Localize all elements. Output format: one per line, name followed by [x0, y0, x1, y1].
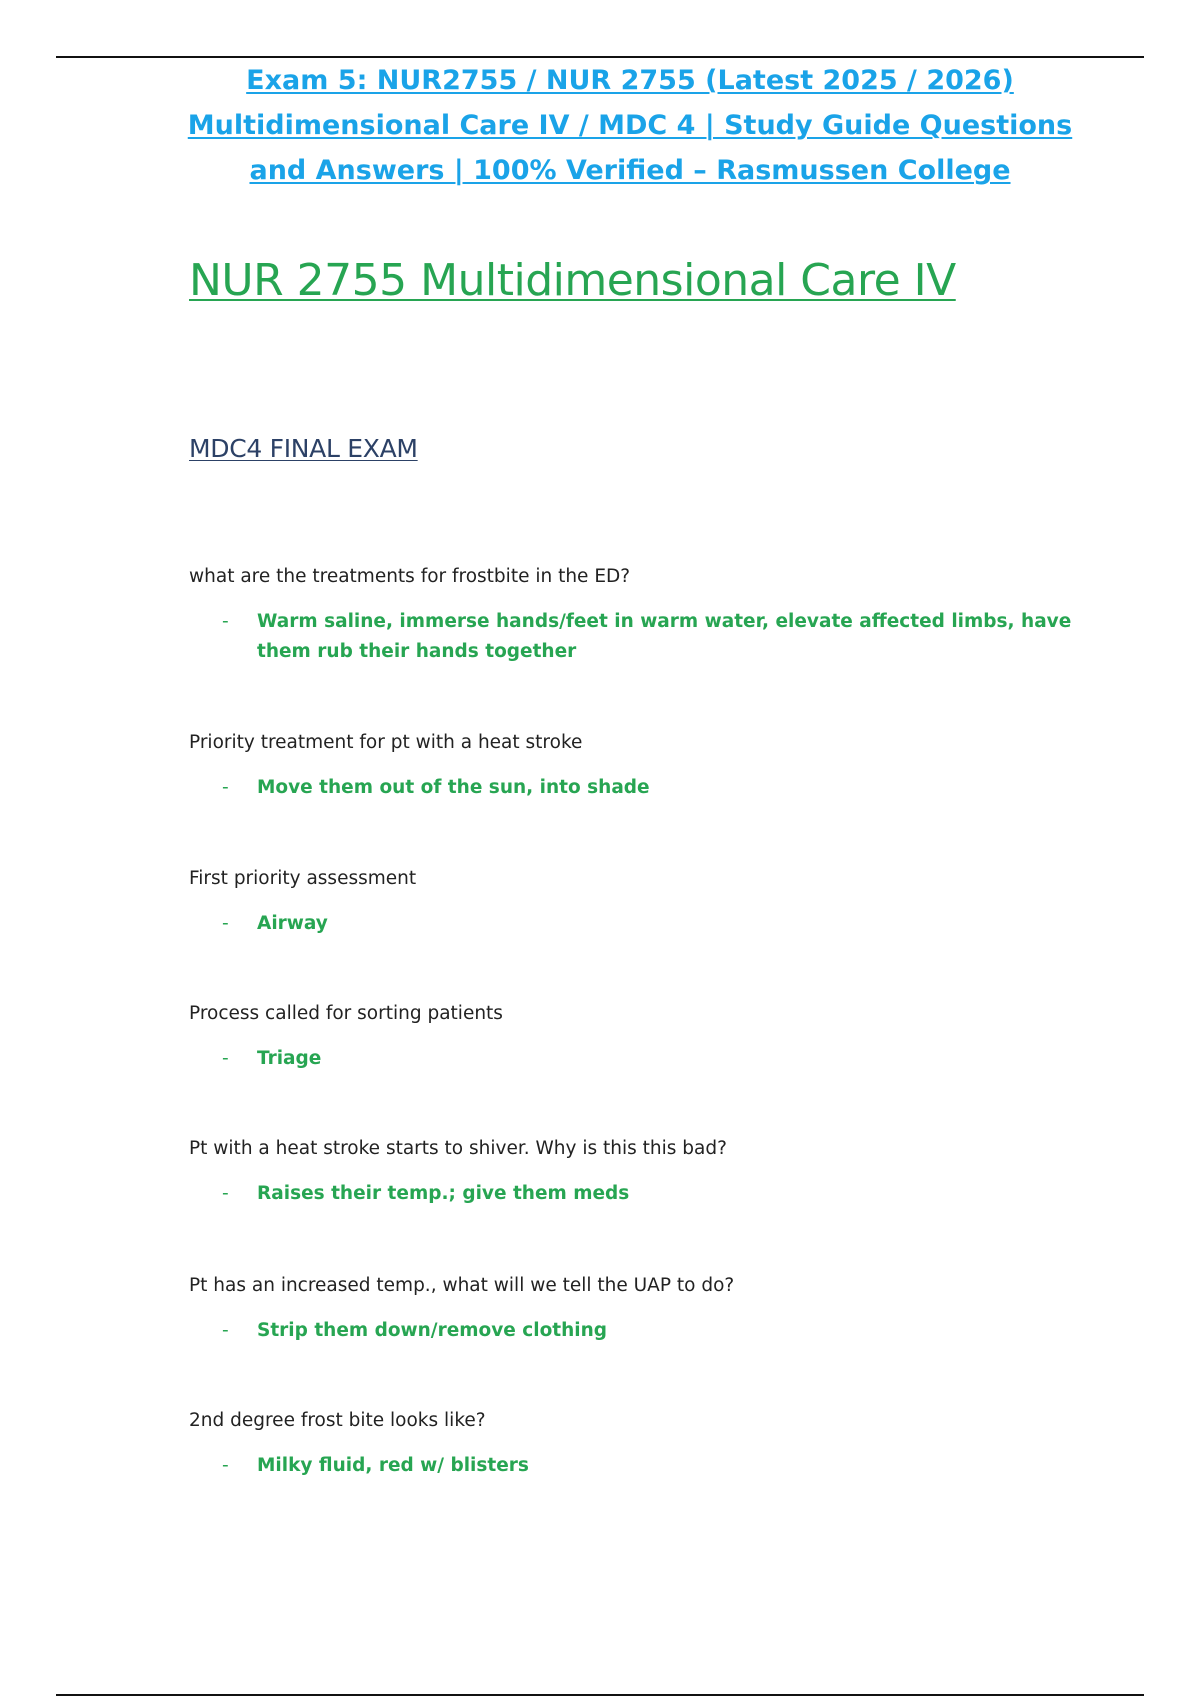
- answer-text: Move them out of the sun, into shade: [257, 777, 650, 798]
- qa-item: [189, 1273, 1089, 1346]
- question-text: what are the treatments for frostbite in the ED?: [189, 566, 631, 587]
- qa-item: [189, 1408, 1089, 1481]
- answer-text: Airway: [257, 913, 328, 934]
- bottom-rule: [56, 1694, 1144, 1696]
- question-text: Pt with a heat stroke starts to shiver. Why is this this bad?: [189, 1138, 727, 1159]
- exam-subtitle: MDC4 FINAL EXAM: [189, 434, 418, 463]
- document-title-link[interactable]: [150, 58, 1110, 193]
- answer-text: Warm saline, immerse hands/feet in warm water, elevate affected limbs, have them rub their hands together: [257, 611, 1072, 662]
- bullet-dash: -: [222, 1183, 229, 1204]
- answer-text: Milky fluid, red w/ blisters: [257, 1455, 529, 1476]
- bullet-dash: -: [222, 1320, 229, 1341]
- bullet-dash: -: [222, 913, 229, 934]
- title-line-1[interactable]: Exam 5: NUR2755 / NUR 2755 (Latest 2025 / 2026): [246, 65, 1014, 96]
- bullet-dash: -: [222, 777, 229, 798]
- answer-text: Strip them down/remove clothing: [257, 1320, 608, 1341]
- qa-item: [189, 1001, 1089, 1074]
- question-text: First priority assessment: [189, 868, 417, 889]
- answer-item: [189, 1179, 1089, 1209]
- answer-text: Raises their temp.; give them meds: [257, 1183, 630, 1204]
- answer-item: [189, 909, 1089, 939]
- answer-item: [189, 607, 1089, 667]
- answer-item: [189, 1451, 1089, 1481]
- qa-item: [189, 866, 1089, 939]
- qa-item: [189, 564, 1089, 667]
- title-line-2[interactable]: Multidimensional Care IV / MDC 4 | Study Guide Questions: [187, 110, 1073, 141]
- question-text: Process called for sorting patients: [189, 1003, 503, 1024]
- question-text: Priority treatment for pt with a heat stroke: [189, 732, 583, 753]
- bullet-dash: -: [222, 1048, 229, 1069]
- bullet-dash: -: [222, 1455, 229, 1476]
- answer-item: [189, 773, 1089, 803]
- answer-item: [189, 1044, 1089, 1074]
- title-line-3[interactable]: and Answers | 100% Verified – Rasmussen College: [249, 155, 1011, 186]
- qa-item: [189, 1136, 1089, 1209]
- qa-item: [189, 730, 1089, 803]
- answer-item: [189, 1316, 1089, 1346]
- question-text: Pt has an increased temp., what will we tell the UAP to do?: [189, 1275, 735, 1296]
- course-title: NUR 2755 Multidimensional Care IV: [189, 255, 956, 306]
- bullet-dash: -: [222, 611, 229, 632]
- question-text: 2nd degree frost bite looks like?: [189, 1410, 486, 1431]
- answer-text: Triage: [257, 1048, 322, 1069]
